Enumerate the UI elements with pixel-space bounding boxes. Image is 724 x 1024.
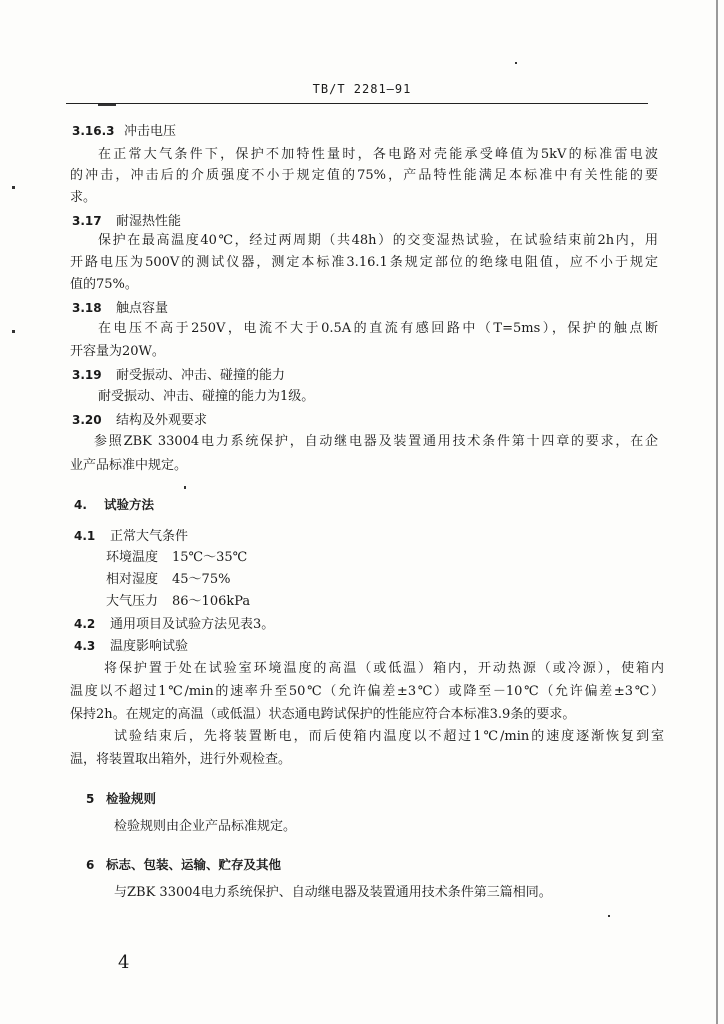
- section-title: 温度影响试验: [110, 639, 189, 654]
- paragraph-line: 保护在最高温度40℃，经过两周期（共48h）的交变湿热试验，在试验结束前2h内，用: [98, 233, 658, 248]
- scan-speck: [515, 62, 517, 64]
- scan-speck: [12, 330, 15, 333]
- header-rule: [66, 103, 648, 104]
- paragraph-line: 将保护置于处在试验室环境温度的高温（或低温）箱内，开动热源（或冷源），使箱内: [104, 661, 664, 676]
- section-title: 标志、包装、运输、贮存及其他: [106, 857, 282, 872]
- paragraph-line: 值的75%。: [70, 277, 138, 292]
- section-title: 触点容量: [116, 301, 169, 316]
- section-number: 3.19: [72, 368, 102, 382]
- section-number: 5: [86, 792, 95, 806]
- section-text: 通用项目及试验方法见表3。: [110, 617, 275, 632]
- section-title: 检验规则: [106, 791, 157, 806]
- section-number: 3.17: [72, 214, 102, 228]
- section-6-heading: [86, 856, 281, 875]
- section-4-1-heading: [74, 527, 188, 546]
- condition-row: [106, 571, 230, 589]
- section-number: 6: [86, 858, 95, 872]
- condition-value: 45～75%: [172, 572, 231, 587]
- paragraph-line: 求。: [70, 190, 97, 205]
- paragraph-line: 温，将装置取出箱外，进行外观检查。: [70, 752, 292, 767]
- section-4-3-heading: [74, 637, 188, 656]
- section-3-19-heading: [72, 366, 285, 385]
- paragraph-line: 与ZBK 33004电力系统保护、自动继电器及装置通用技术条件第三篇相同。: [114, 885, 552, 900]
- section-title: 冲击电压: [124, 124, 177, 139]
- condition-label: 相对湿度: [106, 572, 159, 587]
- section-number: 3.16.3: [72, 124, 115, 138]
- paragraph-line: 在正常大气条件下，保护不加特性量时，各电路对壳能承受峰值为5kV的标准雷电波: [98, 147, 658, 162]
- condition-row: [106, 549, 247, 567]
- paragraph-line: 的冲击，冲击后的介质强度不小于规定值的75%，产品特性能满足本标准中有关性能的要: [70, 168, 658, 183]
- section-number: 4.3: [74, 639, 96, 653]
- scan-speck: [98, 104, 116, 106]
- paragraph-line: 参照ZBK 33004电力系统保护，自动继电器及装置通用技术条件第十四章的要求，在企: [94, 434, 658, 449]
- standard-code-header: TB/T 2281—91: [312, 82, 412, 96]
- scan-edge: [716, 0, 718, 1024]
- section-title: 结构及外观要求: [116, 413, 208, 428]
- section-number: 4.2: [74, 617, 96, 631]
- section-title: 耐受振动、冲击、碰撞的能力: [116, 368, 286, 383]
- paragraph-line: 开路电压为500V的测试仪器，测定本标准3.16.1条规定部位的绝缘电阻值，应不小于规定: [70, 255, 658, 270]
- section-number: 3.20: [72, 413, 102, 427]
- condition-value: 86～106kPa: [172, 594, 251, 609]
- paragraph-line: 温度以不超过1℃/min的速率升至50℃（允许偏差±3℃）或降至－10℃（允许偏差±3℃）: [70, 684, 664, 699]
- scan-speck: [184, 486, 186, 489]
- section-3-18-heading: [72, 299, 168, 318]
- condition-label: 大气压力: [106, 594, 159, 609]
- section-number: 4.: [74, 498, 87, 512]
- paragraph-line: 开容量为20W。: [70, 344, 165, 359]
- section-title: 耐湿热性能: [116, 214, 182, 229]
- paragraph-line: 业产品标准中规定。: [70, 458, 188, 473]
- condition-row: [106, 593, 250, 611]
- section-3-20-heading: [72, 411, 207, 430]
- section-title: 正常大气条件: [110, 529, 189, 544]
- paragraph-line: 检验规则由企业产品标准规定。: [114, 819, 297, 834]
- section-3-17-heading: [72, 212, 181, 231]
- section-number: 4.1: [74, 529, 96, 543]
- section-4-2: [74, 615, 274, 634]
- condition-label: 环境温度: [106, 550, 159, 565]
- section-title: 试验方法: [104, 497, 155, 512]
- section-4-heading: [74, 496, 154, 515]
- condition-value: 15℃～35℃: [172, 550, 248, 565]
- paragraph-line: 保持2h。在规定的高温（或低温）状态通电跨试保护的性能应符合本标准3.9条的要求。: [70, 707, 576, 722]
- section-number: 3.18: [72, 301, 102, 315]
- section-3-16-3-heading: [72, 122, 176, 141]
- paragraph-line: 耐受振动、冲击、碰撞的能力为1级。: [98, 389, 315, 404]
- scan-speck: [608, 915, 610, 917]
- scan-speck: [12, 186, 15, 189]
- page-number: 4: [118, 952, 130, 973]
- section-5-heading: [86, 790, 156, 809]
- paragraph-line: 试验结束后，先将装置断电，而后使箱内温度以不超过1℃/min的速度逐渐恢复到室: [114, 729, 664, 744]
- paragraph-line: 在电压不高于250V，电流不大于0.5A的直流有感回路中（T=5ms），保护的触点断: [98, 321, 658, 336]
